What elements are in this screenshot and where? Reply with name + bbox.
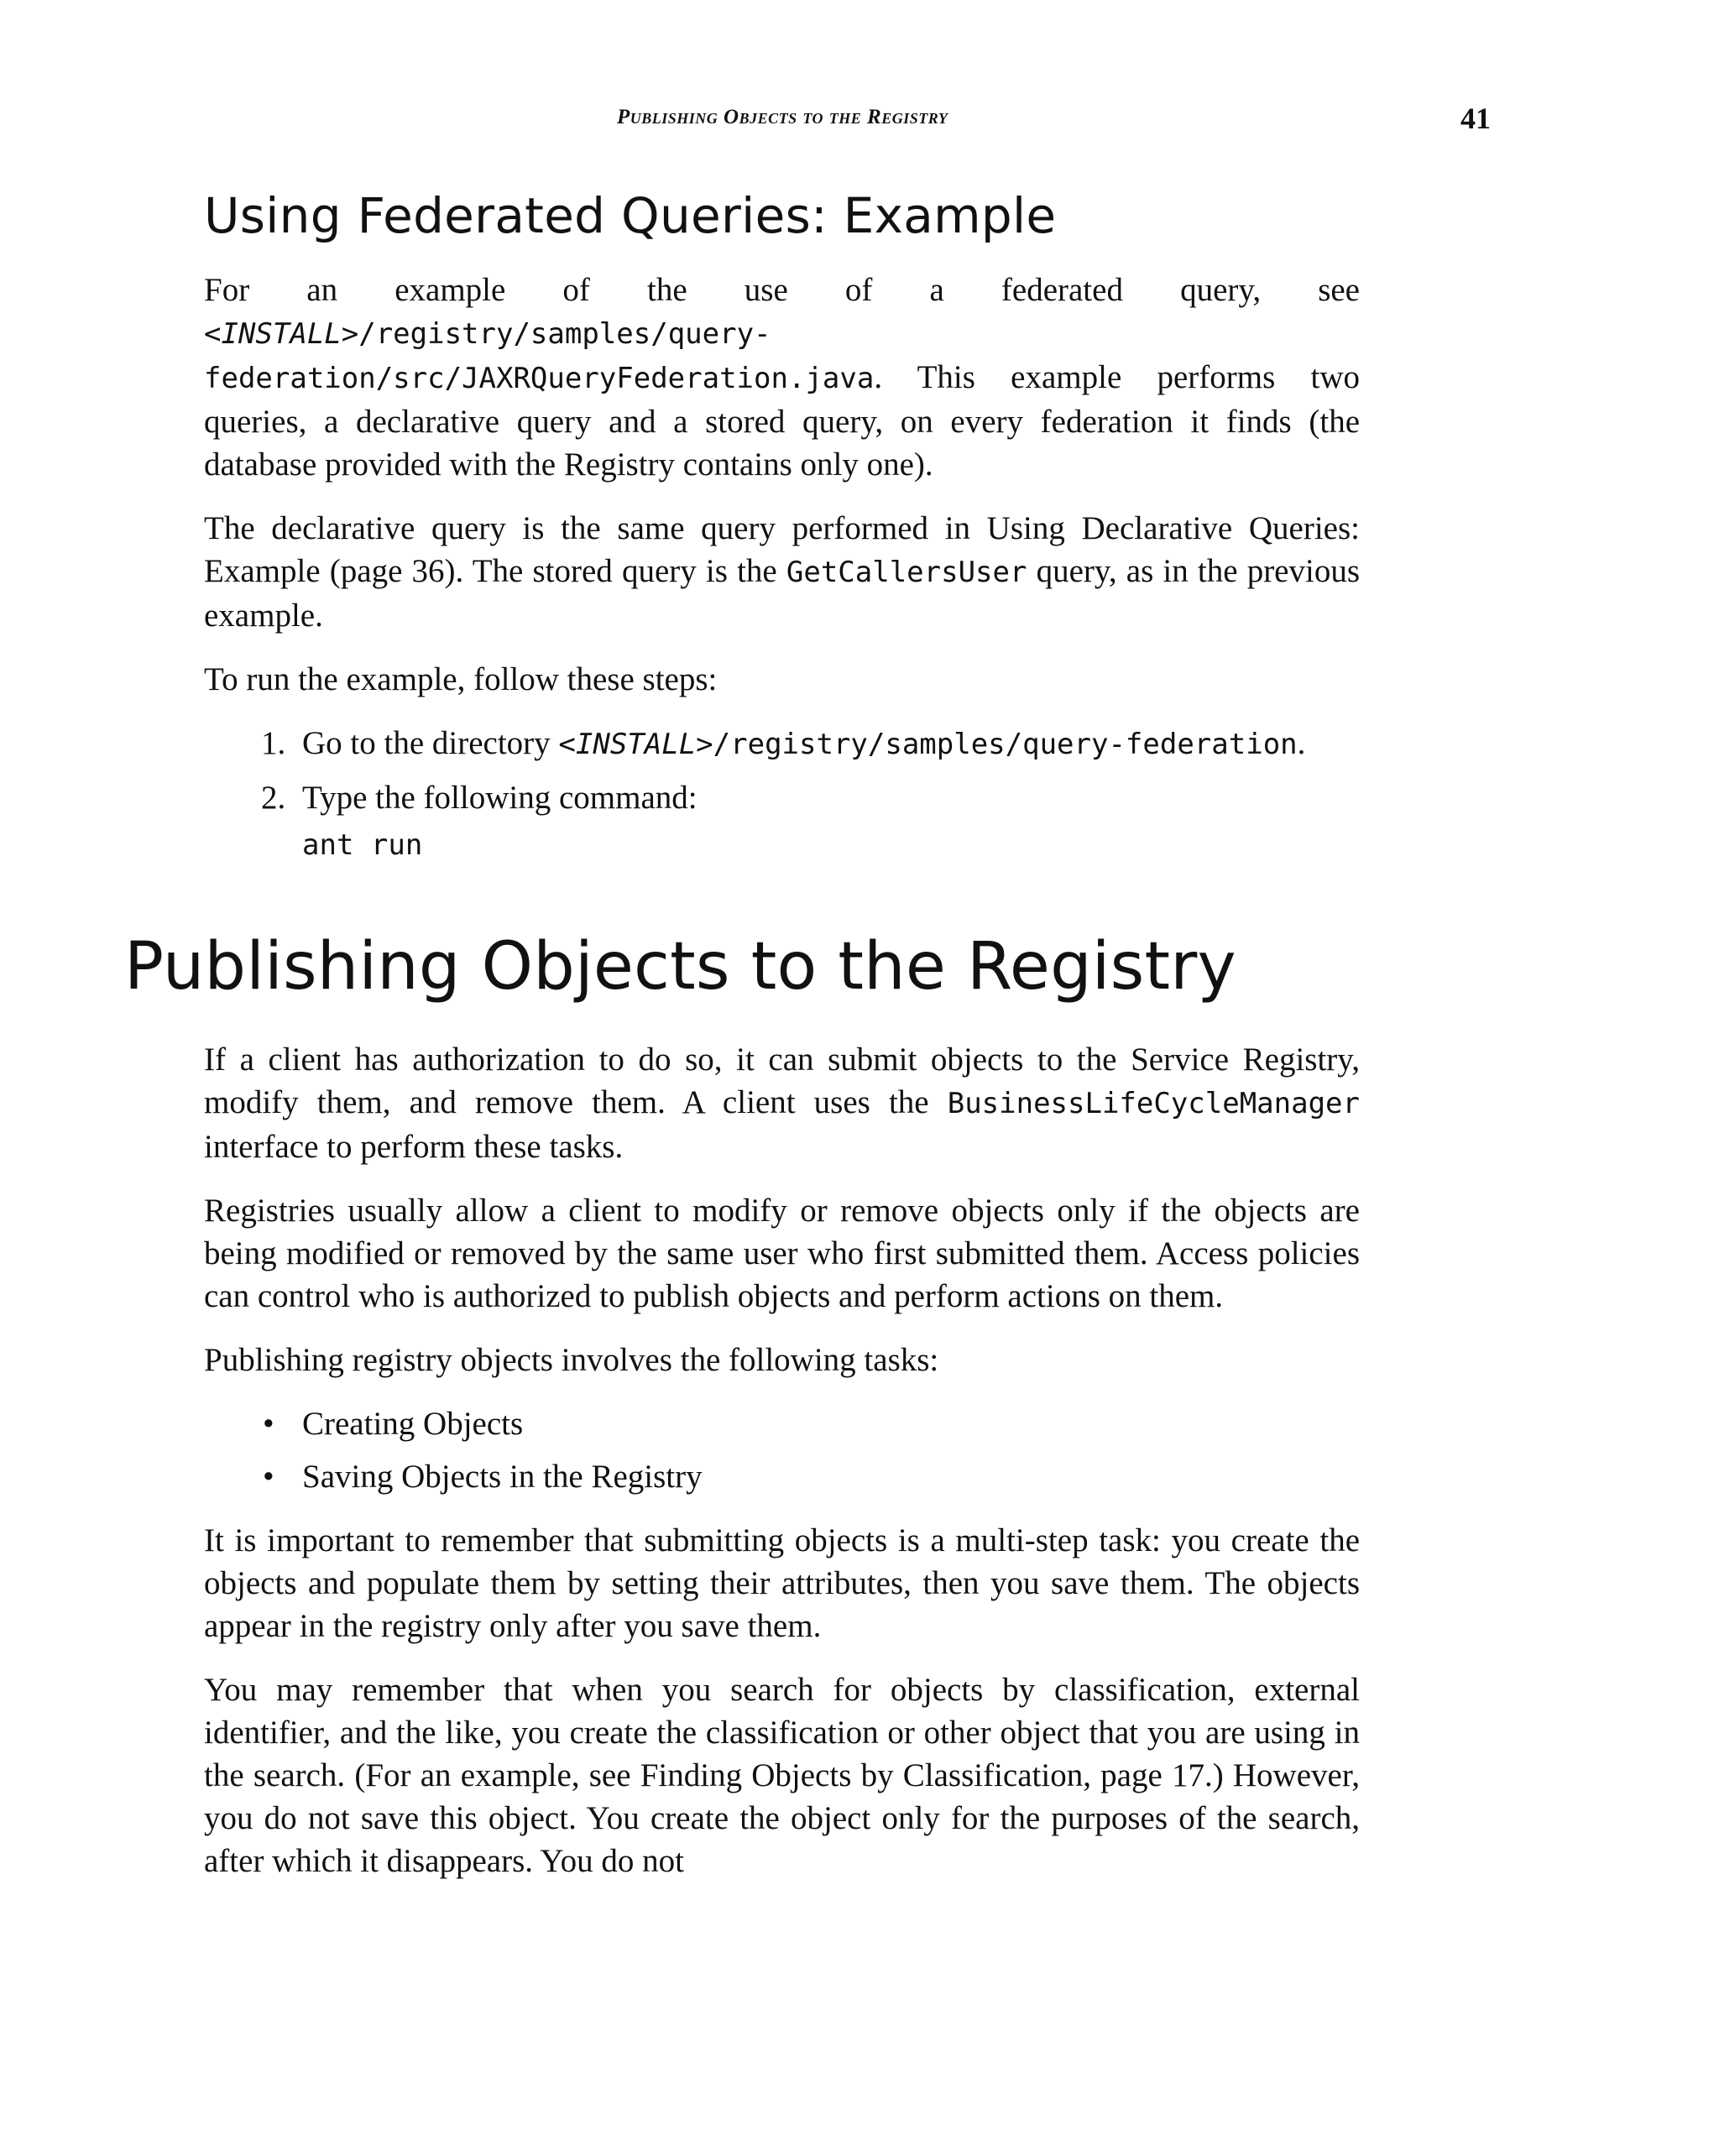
section-heading-federated: Using Federated Queries: Example (204, 187, 1057, 244)
paragraph-declarative-query (204, 507, 1360, 637)
command-code: ant run (302, 828, 423, 862)
steps-list (204, 722, 1360, 867)
bullet-icon: • (263, 1459, 274, 1495)
directory-path: <INSTALL>/registry/samples/query-federation (558, 728, 1298, 761)
bullet-icon: • (263, 1406, 274, 1442)
text: query, as in the previous example. (204, 553, 1361, 634)
text: For an example of the use of a federated query, see (204, 272, 1360, 308)
page-number: 41 (1460, 102, 1491, 135)
list-item: 1. Go to the directory <INSTALL>/registry/samples/query-federation. (204, 722, 1360, 766)
inline-code: GetCallersUser (786, 556, 1027, 589)
step-text: Go to the directory (302, 725, 559, 761)
paragraph-search-objects: You may remember that when you search for objects by classification, external identifier, and the like, you create the classification or other object that you are using in the search. (For an example, see Finding Objects by Classification, page 17.) However, you do not save this object. You create the object only for the purposes of the search, after which it disappears. You do not (204, 1672, 1360, 1879)
install-placeholder: <INSTALL>/registry/samples/query-federation/src/JAXRQueryFederation.java (204, 317, 875, 395)
inline-code: BusinessLifeCycleManager (947, 1087, 1360, 1120)
paragraph-federated-intro (204, 269, 1360, 486)
tasks-list (204, 1402, 1360, 1498)
section-heading-publishing: Publishing Objects to the Registry (124, 929, 1236, 1005)
step-text: Type the following command: (302, 780, 698, 816)
text: . This example performs two queries, a declarative query and a stored query, on every federation it finds (the database provided with the Registry contains only one). (204, 359, 1360, 483)
step-number: 1. (261, 725, 286, 761)
text: If a client has authorization to do so, it can submit objects to the Service Registry, modify them, and remove them. A client uses the (204, 1041, 1360, 1120)
list-item (204, 1402, 1360, 1445)
step-number: 2. (261, 780, 286, 816)
paragraph-multistep: It is important to remember that submitting objects is a multi-step task: you create the objects and populate them by setting their attributes, then you save them. The objects appear in the registry only after you save them. (204, 1522, 1360, 1644)
paragraph-registries-policy: Registries usually allow a client to modify or remove objects only if the objects are being modified or removed by the same user who first submitted them. Access policies can control who is authorized to publish objects and perform actions on them. (204, 1193, 1360, 1314)
list-item (204, 776, 1360, 867)
task-label: Saving Objects in the Registry (302, 1459, 703, 1495)
text: interface to perform these tasks. (204, 1129, 624, 1165)
task-label: Creating Objects (302, 1406, 524, 1442)
list-item (204, 1455, 1360, 1498)
page-content (124, 186, 1361, 1903)
running-title: Publishing Objects to the Registry (617, 106, 948, 128)
text: The declarative query is the same query performed in Using Declarative Queries: Example (page 36). The stored query is the (204, 510, 1360, 589)
paragraph-tasks-intro: Publishing registry objects involves the following tasks: (204, 1342, 939, 1378)
paragraph-publishing-intro (204, 1038, 1360, 1168)
paragraph-run-steps-intro: To run the example, follow these steps: (204, 661, 718, 697)
